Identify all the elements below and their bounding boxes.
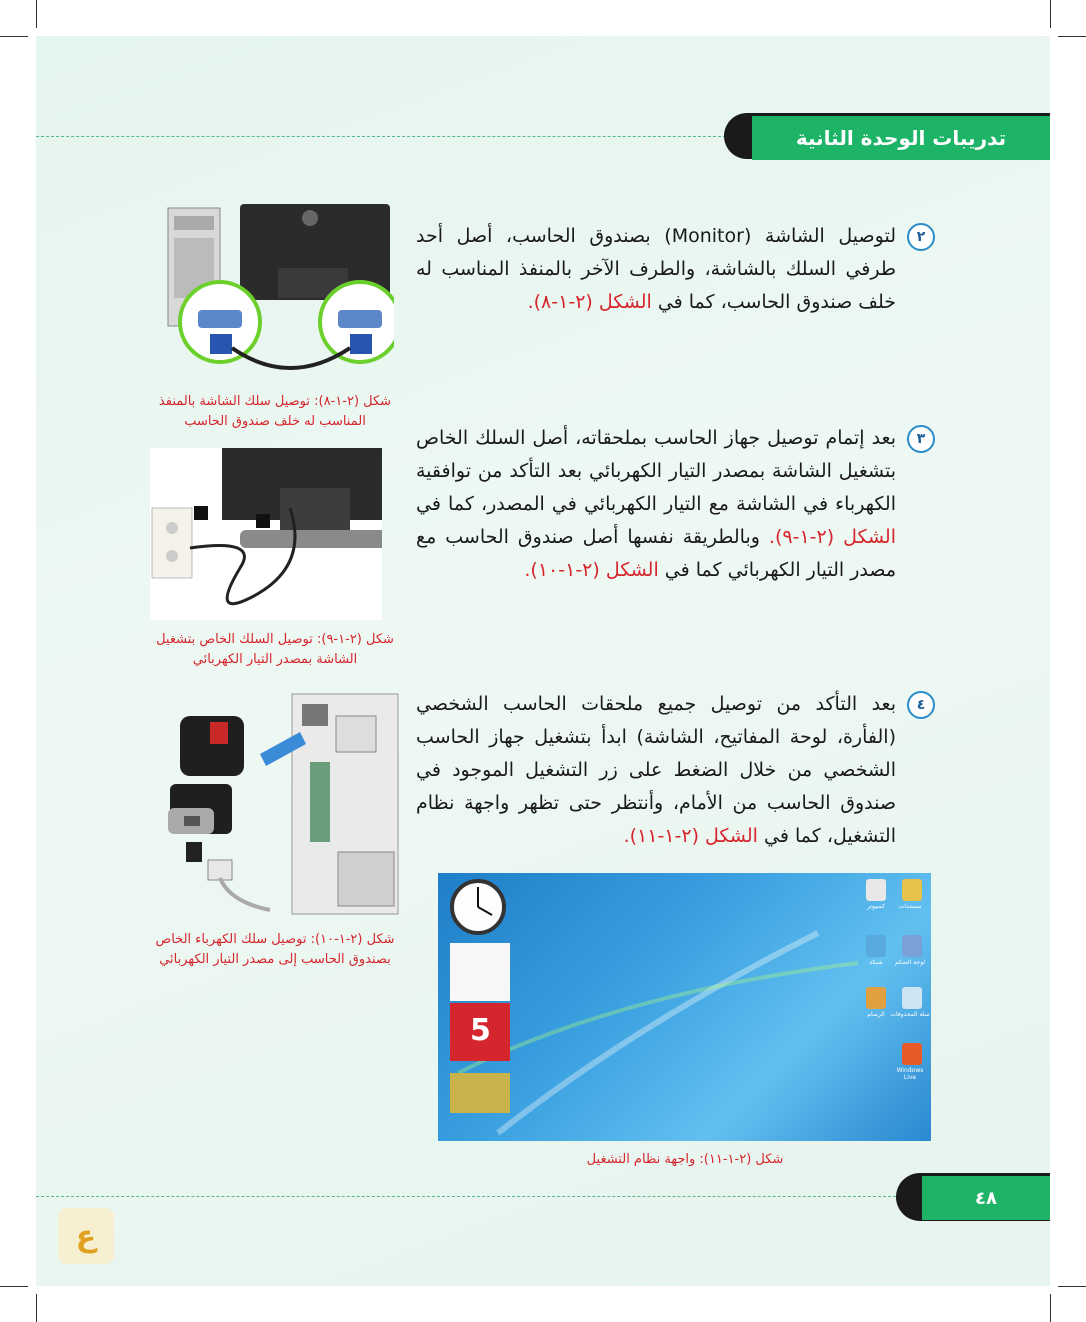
control-panel-icon[interactable]	[902, 935, 922, 957]
step-2-text: لتوصيل الشاشة (Monitor) بصندوق الحاسب، أصل أحد طرفي السلك بالشاشة، والطرف الآخر بالمنفذ المناسب له خلف صندوق الحاسب، كما في	[416, 225, 896, 313]
monitor-power-illustration	[150, 448, 382, 620]
crop-mark	[36, 0, 37, 28]
paint-icon[interactable]	[866, 987, 886, 1009]
folder-icon[interactable]	[902, 879, 922, 901]
monitor-cable-illustration	[160, 198, 394, 384]
desktop-icon-label: كمبيوتر	[866, 903, 886, 910]
desktop-icon-label: لوحة التحكم	[894, 959, 926, 966]
crop-mark	[1058, 1286, 1086, 1287]
section-title: تدريبات الوحدة الثانية	[752, 116, 1050, 160]
crop-mark	[0, 36, 28, 37]
figure-case-power	[160, 692, 400, 916]
figure-monitor-cable	[160, 198, 394, 384]
figure-caption: شكل (٢-١-٩): توصيل السلك الخاص بتشغيل الشاشة بمصدر التيار الكهربائي	[156, 632, 394, 667]
crop-mark	[36, 1294, 37, 1322]
step-3-paragraph	[416, 422, 896, 587]
figure-caption: شكل (٢-١-١٠): توصيل سلك الكهرباء الخاص بصندوق الحاسب إلى مصدر التيار الكهربائي	[155, 932, 395, 967]
network-icon[interactable]	[866, 935, 886, 957]
crop-mark	[1050, 1294, 1051, 1322]
step-number-badge: ٣	[907, 425, 935, 453]
footer-divider	[36, 1196, 896, 1197]
desktop-icon-label: سلة المحذوفات	[890, 1011, 930, 1018]
figure-reference: الشكل (٢-١-٩).	[768, 526, 897, 548]
figure-reference: الشكل (٢-١-٨).	[527, 291, 652, 313]
computer-icon[interactable]	[866, 879, 886, 901]
desktop-icon-label: الرسام	[867, 1011, 885, 1018]
step-number-badge: ٤	[907, 691, 935, 719]
step-4-text: بعد التأكد من توصيل جميع ملحقات الحاسب الشخصي (الفأرة، لوحة المفاتيح، الشاشة) ابدأ بتشغيل جهاز الحاسب الشخصي من خلال الضغط على زر التشغيل الموجود في صندوق الحاسب من الأمام، وأنتظر حتى تظهر واجهة نظام التشغيل، كما في	[416, 693, 896, 847]
desktop-icon-label: مستندات	[898, 903, 922, 910]
crop-mark	[0, 1286, 28, 1287]
crop-mark	[1058, 36, 1086, 37]
figure-monitor-power	[150, 448, 382, 620]
figure-caption: شكل (٢-١-٨): توصيل سلك الشاشة بالمنفذ المناسب له خلف صندوق الحاسب	[158, 394, 392, 429]
windows-live-icon[interactable]	[902, 1043, 922, 1065]
case-power-illustration	[160, 692, 400, 916]
desktop-icon-label: شبكة	[869, 959, 883, 966]
page-number: ٤٨	[922, 1176, 1050, 1220]
step-number-badge: ٢	[907, 223, 935, 251]
calendar-day: 5	[470, 1013, 491, 1048]
publisher-logo-icon: ع	[58, 1208, 114, 1264]
recycle-bin-icon[interactable]	[902, 987, 922, 1009]
step-2-paragraph	[416, 220, 896, 319]
figure-caption: شكل (٢-١-١١): واجهة نظام التشغيل	[586, 1152, 784, 1167]
step-3-text-2: وبالطريقة نفسها أصل صندوق الحاسب مع مصدر التيار الكهربائي كما في	[416, 526, 896, 581]
figure-reference: الشكل (٢-١-١٠).	[524, 559, 659, 581]
desktop-icon-label: Windows Live	[896, 1067, 924, 1081]
step-3-text-1: بعد إتمام توصيل جهاز الحاسب بملحقاته، أصل السلك الخاص بتشغيل الشاشة بمصدر التيار الكهربائي بعد التأكد من توافقية الكهرباء في الشاشة مع التيار الكهربائي في المصدر، كما في	[416, 427, 896, 515]
step-4-paragraph	[416, 688, 896, 853]
desktop-wallpaper	[438, 873, 931, 1141]
figure-windows-desktop	[438, 873, 931, 1141]
figure-reference: الشكل (٢-١-١١).	[623, 825, 758, 847]
header-divider	[36, 136, 726, 137]
crop-mark	[1050, 0, 1051, 28]
